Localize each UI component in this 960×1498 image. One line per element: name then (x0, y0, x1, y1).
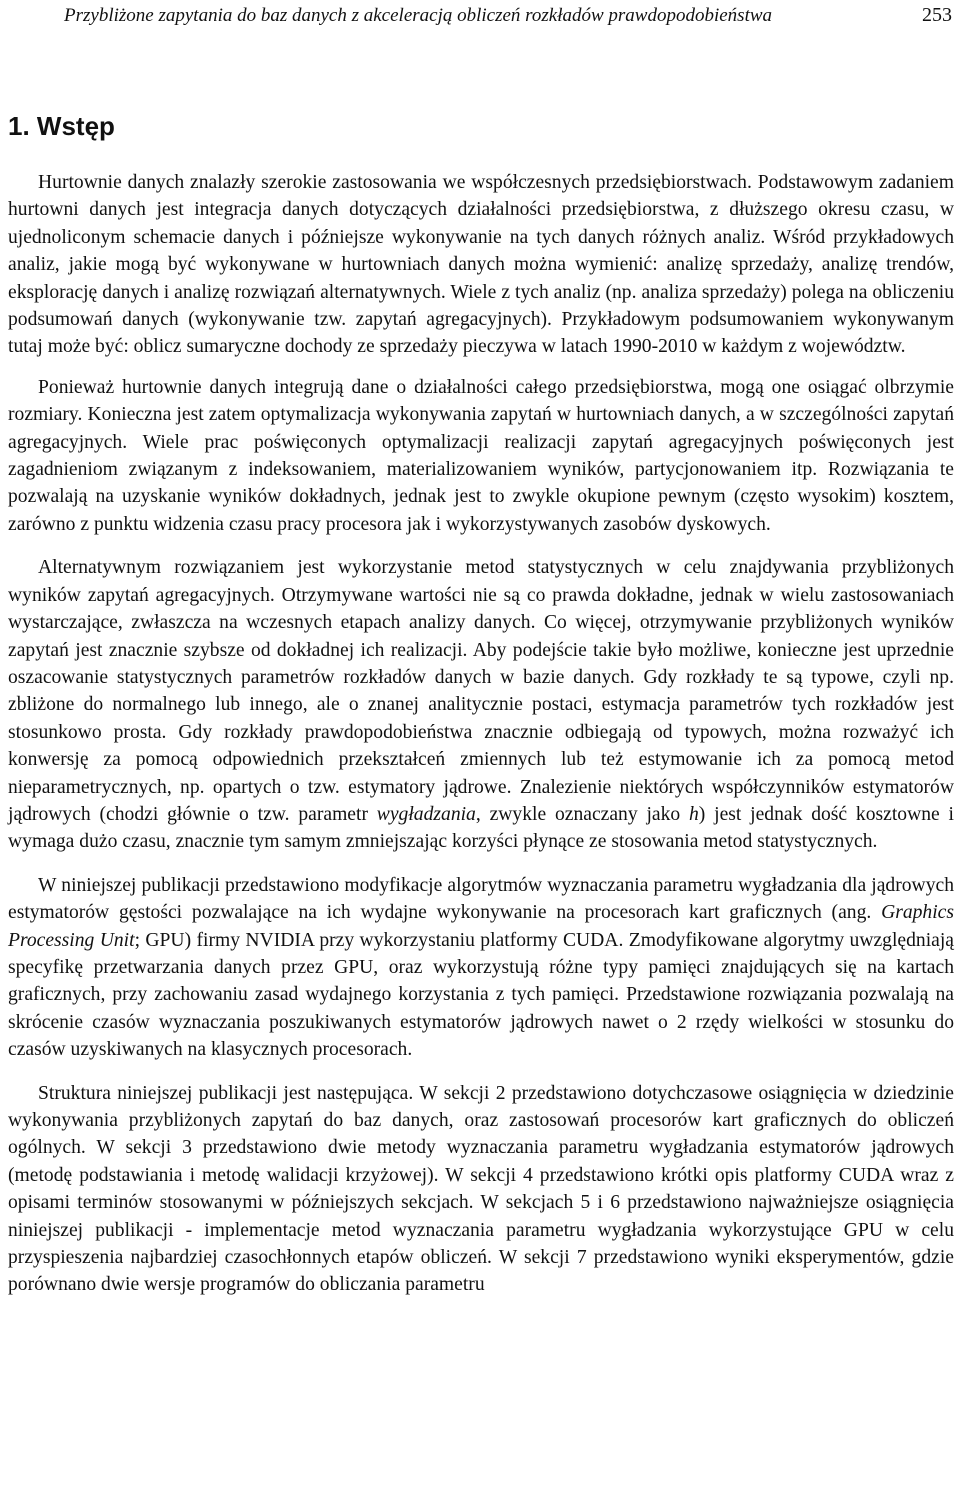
paragraph-3 (8, 554, 954, 855)
paragraph-4 (8, 872, 954, 1064)
term-smoothing: wygładzania (376, 803, 476, 825)
paragraph-3-part-3: ) jest jednak dość kosztowne i wymaga dużo czasu, znacznie tym samym zmniejszając korzyści płynące ze stosowania metod statystycznych. (8, 803, 954, 853)
paragraph-2: Ponieważ hurtownie danych integrują dane o działalności całego przedsiębiorstwa, mogą one osiągać olbrzymie rozmiary. Konieczna jest zatem optymalizacja wykonywania zapytań w hurtowniach danych, a w szczególności zapytań agregacyjnych. Wiele prac poświęconych optymalizacji realizacji zapytań agregacyjnych poświęconych jest zagadnieniom związanym z indeksowaniem, materializowaniem wyników, partycjonowaniem itp. Rozwiązania te pozwalają na uzyskanie wyników dokładnych, jednak jest to zwykle okupione pewnym (często wysokim) kosztem, zarówno z punktu widzenia czasu pracy procesora jak i wykorzystywanych zasobów dyskowych. (8, 376, 954, 535)
page-number: 253 (922, 4, 952, 26)
paragraph-3-part-2: , zwykle oznaczany jako (475, 803, 689, 825)
paragraph-3-part-1: Alternatywnym rozwiązaniem jest wykorzystanie metod statystycznych w celu znajdywania przybliżonych wyników zapytań agregacyjnych. Otrzymywane wartości nie są co prawda dokładne, jednak w wielu zastosowaniach wystarczające, zwłaszcza na wczesnych etapach analizy danych. Co więcej, otrzymywanie przybliżonych wyników zapytań jest znacznie szybsze od dokładnej ich realizacji. Aby podejście takie było możliwe, konieczne jest uprzednie oszacowanie statystycznych parametrów rozkładów danych w bazie danych. Gdy rozkłady te są typowe, czyli np. zbliżone do normalnego lub innego, ale o znanej analitycznie postaci, estymacja parametrów tych rozkładów jest stosunkowo prosta. Gdy rozkłady prawdopodobieństwa znacznie odbiegają od typowych, można rozważyć ich konwersję za pomocą odpowiednich przekształceń zmiennych lub też estymowanie ich za pomocą metod nieparametrycznych, np. opartych o tzw. estymatory jądrowe. Znalezienie niektórych współczynników estymatorów jądrowych (chodzi głównie o tzw. parametr (8, 557, 954, 825)
section-title: 1. Wstęp (8, 111, 115, 141)
term-gpu: Graphics Processing Unit (8, 902, 954, 951)
paragraph-5: Struktura niniejszej publikacji jest następująca. W sekcji 2 przedstawiono dotychczasowe osiągnięcia w dziedzinie wykonywania przybliżonych zapytań do baz danych, oraz zastosowań procesorów kart graficznych do obliczeń ogólnych. W sekcji 3 przedstawiono dwie metody wyznaczania parametru wygładzania estymatorów jądrowych (metodę podstawiania i metodę walidacji krzyżowej). W sekcji 4 przedstawiono krótki opis platformy CUDA wraz z opisami terminów stosowanymi w późniejszych sekcjach. W sekcjach 5 i 6 przedstawiono najważniejsze osiągnięcia niniejszej publikacji - implementacje metod wyznaczania parametru wygładzania wykorzystujące GPU w celu przyspieszenia najbardziej czasochłonnych etapów obliczeń. W sekcji 7 przedstawiono wyniki eksperymentów, gdzie porównano dwie wersje programów do obliczania parametru (8, 1082, 954, 1296)
paragraph-1: Hurtownie danych znalazły szerokie zastosowania we współczesnych przedsiębiorstwach. Podstawowym zadaniem hurtowni danych jest integracja danych dotyczących działalności przedsiębiorstwa, z dłuższego okresu czasu, w ujednoliconym schemacie danych i późniejsze wykonywanie na tych danych różnych analiz. Wśród przykładowych analiz, jakie mogą być wykonywane w hurtowniach danych można wymienić: analizę sprzedaży, analizę trendów, eksplorację danych i analizę rozwiązań alternatywnych. Wiele z tych analiz (np. analiza sprzedaży) polega na obliczeniu podsumowań danych (wykonywanie tzw. zapytań agregacyjnych). Przykładowym podsumowaniem wykonywanym tutaj może być: oblicz sumaryczne dochody ze sprzedaży pieczywa w latach 1990-2010 w każdym z województw. (8, 172, 954, 358)
running-header (64, 6, 952, 26)
running-title: Przybliżone zapytania do baz danych z akceleracją obliczeń rozkładów prawdopodobieństwa (64, 5, 773, 26)
symbol-h: h (689, 803, 699, 825)
paragraph-4-part-1: W niniejszej publikacji przedstawiono modyfikacje algorytmów wyznaczania parametru wygładzania dla jądrowych estymatorów gęstości pozwalające na ich wydajne wykonywanie na procesorach kart graficznych (ang. (8, 874, 954, 924)
paragraph-4-part-2: ; GPU) firmy NVIDIA przy wykorzystaniu platformy CUDA. Zmodyfikowane algorytmy uwzględniają specyfikę przetwarzania danych przez GPU, oraz wykorzystują różne typy pamięci znajdujących się na kartach graficznych, przy zachowaniu zasad wydajnego korzystania z tych pamięci. Przedstawione rozwiązania pozwalają na skrócenie czasów wyznaczania poszukiwanych estymatorów jądrowych nawet o 2 rzędy wielkości w stosunku do czasów uzyskiwanych na klasycznych procesorach. (8, 929, 954, 1061)
body-text (8, 169, 954, 1315)
